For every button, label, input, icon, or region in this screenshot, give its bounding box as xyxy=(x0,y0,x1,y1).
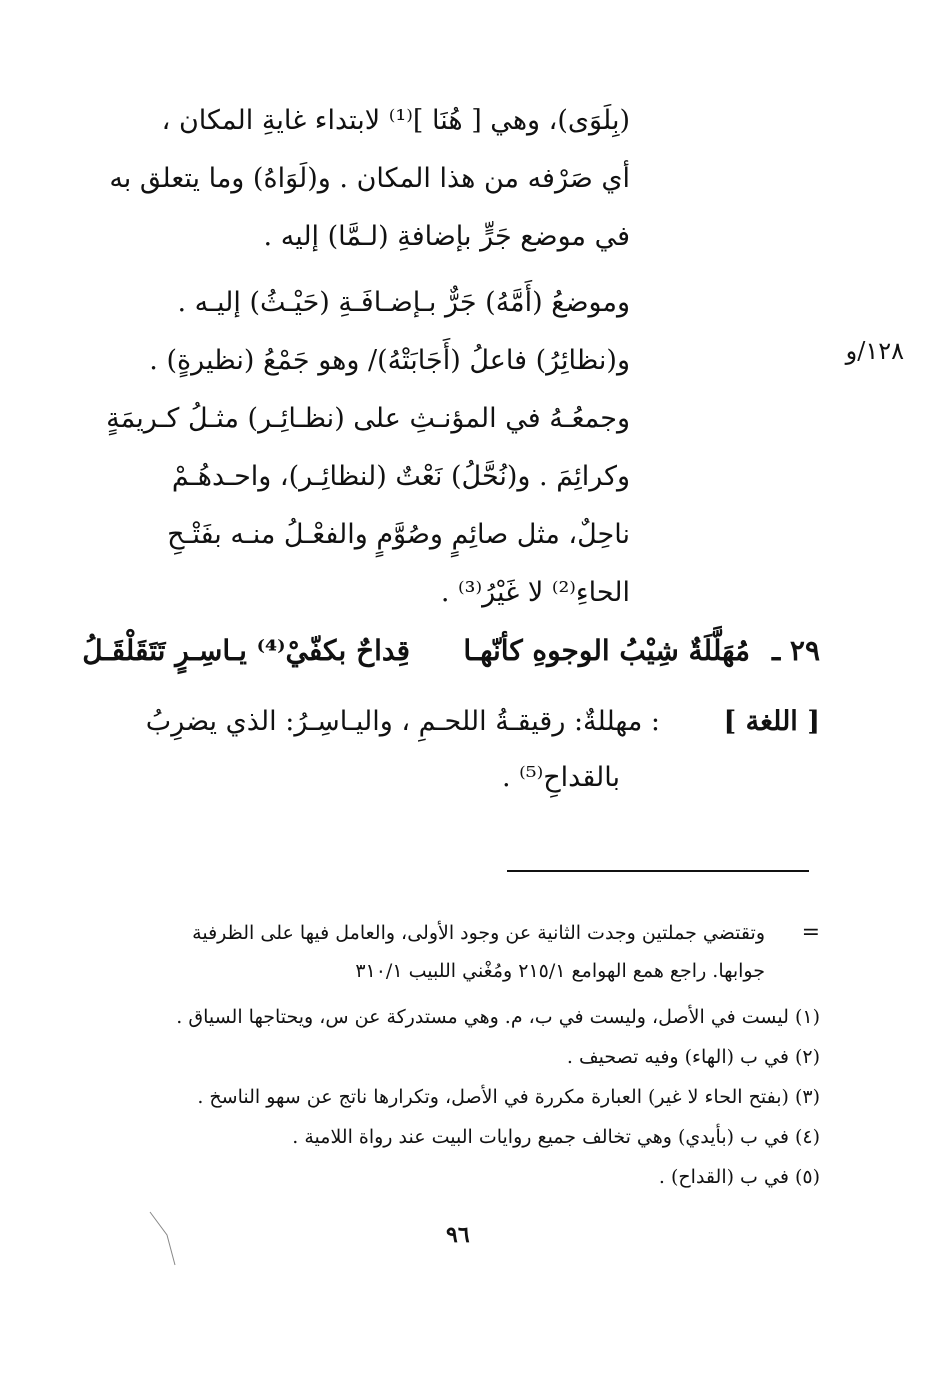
paragraph-gap xyxy=(100,266,630,274)
commentary-line: ناحِلٌ، مثل صائِمٍ وصُوَّمٍ والفعْـلُ منـه بفَتْـحِ xyxy=(167,519,630,550)
verse-number: ٢٩ ـ xyxy=(771,634,820,667)
manuscript-folio-note: ١٢٨/و xyxy=(845,337,904,365)
footnote: (٢) في ب (الهاء) وفيه تصحيف . xyxy=(566,1046,820,1068)
pencil-mark xyxy=(145,1210,195,1270)
commentary-line: (بِلَوَى)، وهي [ هُنَا ]⁽¹⁾ لابتداء غايةِ المكان ، xyxy=(161,105,630,136)
verse-first-hemistich: مُهَلَّلَةٌ شِيْبُ الوجوهِ كأنّهـا xyxy=(463,634,750,667)
footnote-continuation: جوابها. راجع همع الهوامع ٢١٥/١ ومُغْني اللبيب ٣١٠/١ xyxy=(355,960,765,982)
commentary-line: وموضعُ (أَمَّهُ) جَرٌّ بـإضـافَـةِ (حَيْـثُ) إليـه . xyxy=(177,287,630,318)
footnote: (٥) في ب (القداح) . xyxy=(658,1166,820,1188)
commentary-line: و(نظائِرُ) فاعلُ (أَجَابَتْهُ)/ وهو جَمْعُ (نظيرةٍ) . xyxy=(149,345,630,376)
footnote: (٣) (بفتح الحاء لا غير) العبارة مكررة في الأصل، وتكرارها ناتج عن سهو الناسخ . xyxy=(197,1086,820,1108)
lexicon-text: : مهللةٌ: رقيقـةُ اللحـمِ ، واليـاسِـرُ: الذي يضرِبُ xyxy=(145,706,660,737)
footnote-continuation: وتقتضي جملتين وجدت الثانية عن وجود الأولى، والعامل فيها على الظرفية xyxy=(192,922,765,944)
footnote: (١) ليست في الأصل، وليست في ب، م. وهي مستدركة عن س، ويحتاجها السياق . xyxy=(176,1006,820,1028)
footnote: (٤) في ب (بأيدي) وهي تخالف جميع روايات البيت عند رواة اللامية . xyxy=(292,1126,820,1148)
page-number: ٩٦ xyxy=(446,1222,470,1248)
lexicon-text: بالقداحِ⁽⁵⁾ . xyxy=(502,762,620,793)
verse-line xyxy=(82,626,820,676)
commentary-line: أي صَرْفه من هذا المكان . و(لَوَاهُ) وما يتعلق به xyxy=(109,163,630,194)
commentary-line: وجمعُـهُ في المؤنـثِ على (نظـائِـر) مثـلُ كـريمَةٍ xyxy=(106,403,630,434)
footnote-separator xyxy=(507,870,809,872)
continuation-mark: = xyxy=(801,920,820,945)
commentary-line: وكرائِمَ . و(نُحَّلُ) نَعْتٌ (لنظائِـر)، واحـدهُـمْ xyxy=(171,461,630,492)
verse-second-hemistich: قِداحٌ بكفّيْ⁽⁴⁾ يـاسِـرٍ تَتَقَلْقَـلُ xyxy=(82,634,410,667)
commentary-line: الحاءِ⁽²⁾ لا غَيْرُ⁽³⁾ . xyxy=(440,577,630,608)
commentary-line: في موضع جَرٍّ بإضافةِ (لـمَّا) إليه . xyxy=(263,221,630,252)
commentary-text xyxy=(100,92,630,622)
lexicon-label: [ اللغة ] xyxy=(723,706,820,737)
